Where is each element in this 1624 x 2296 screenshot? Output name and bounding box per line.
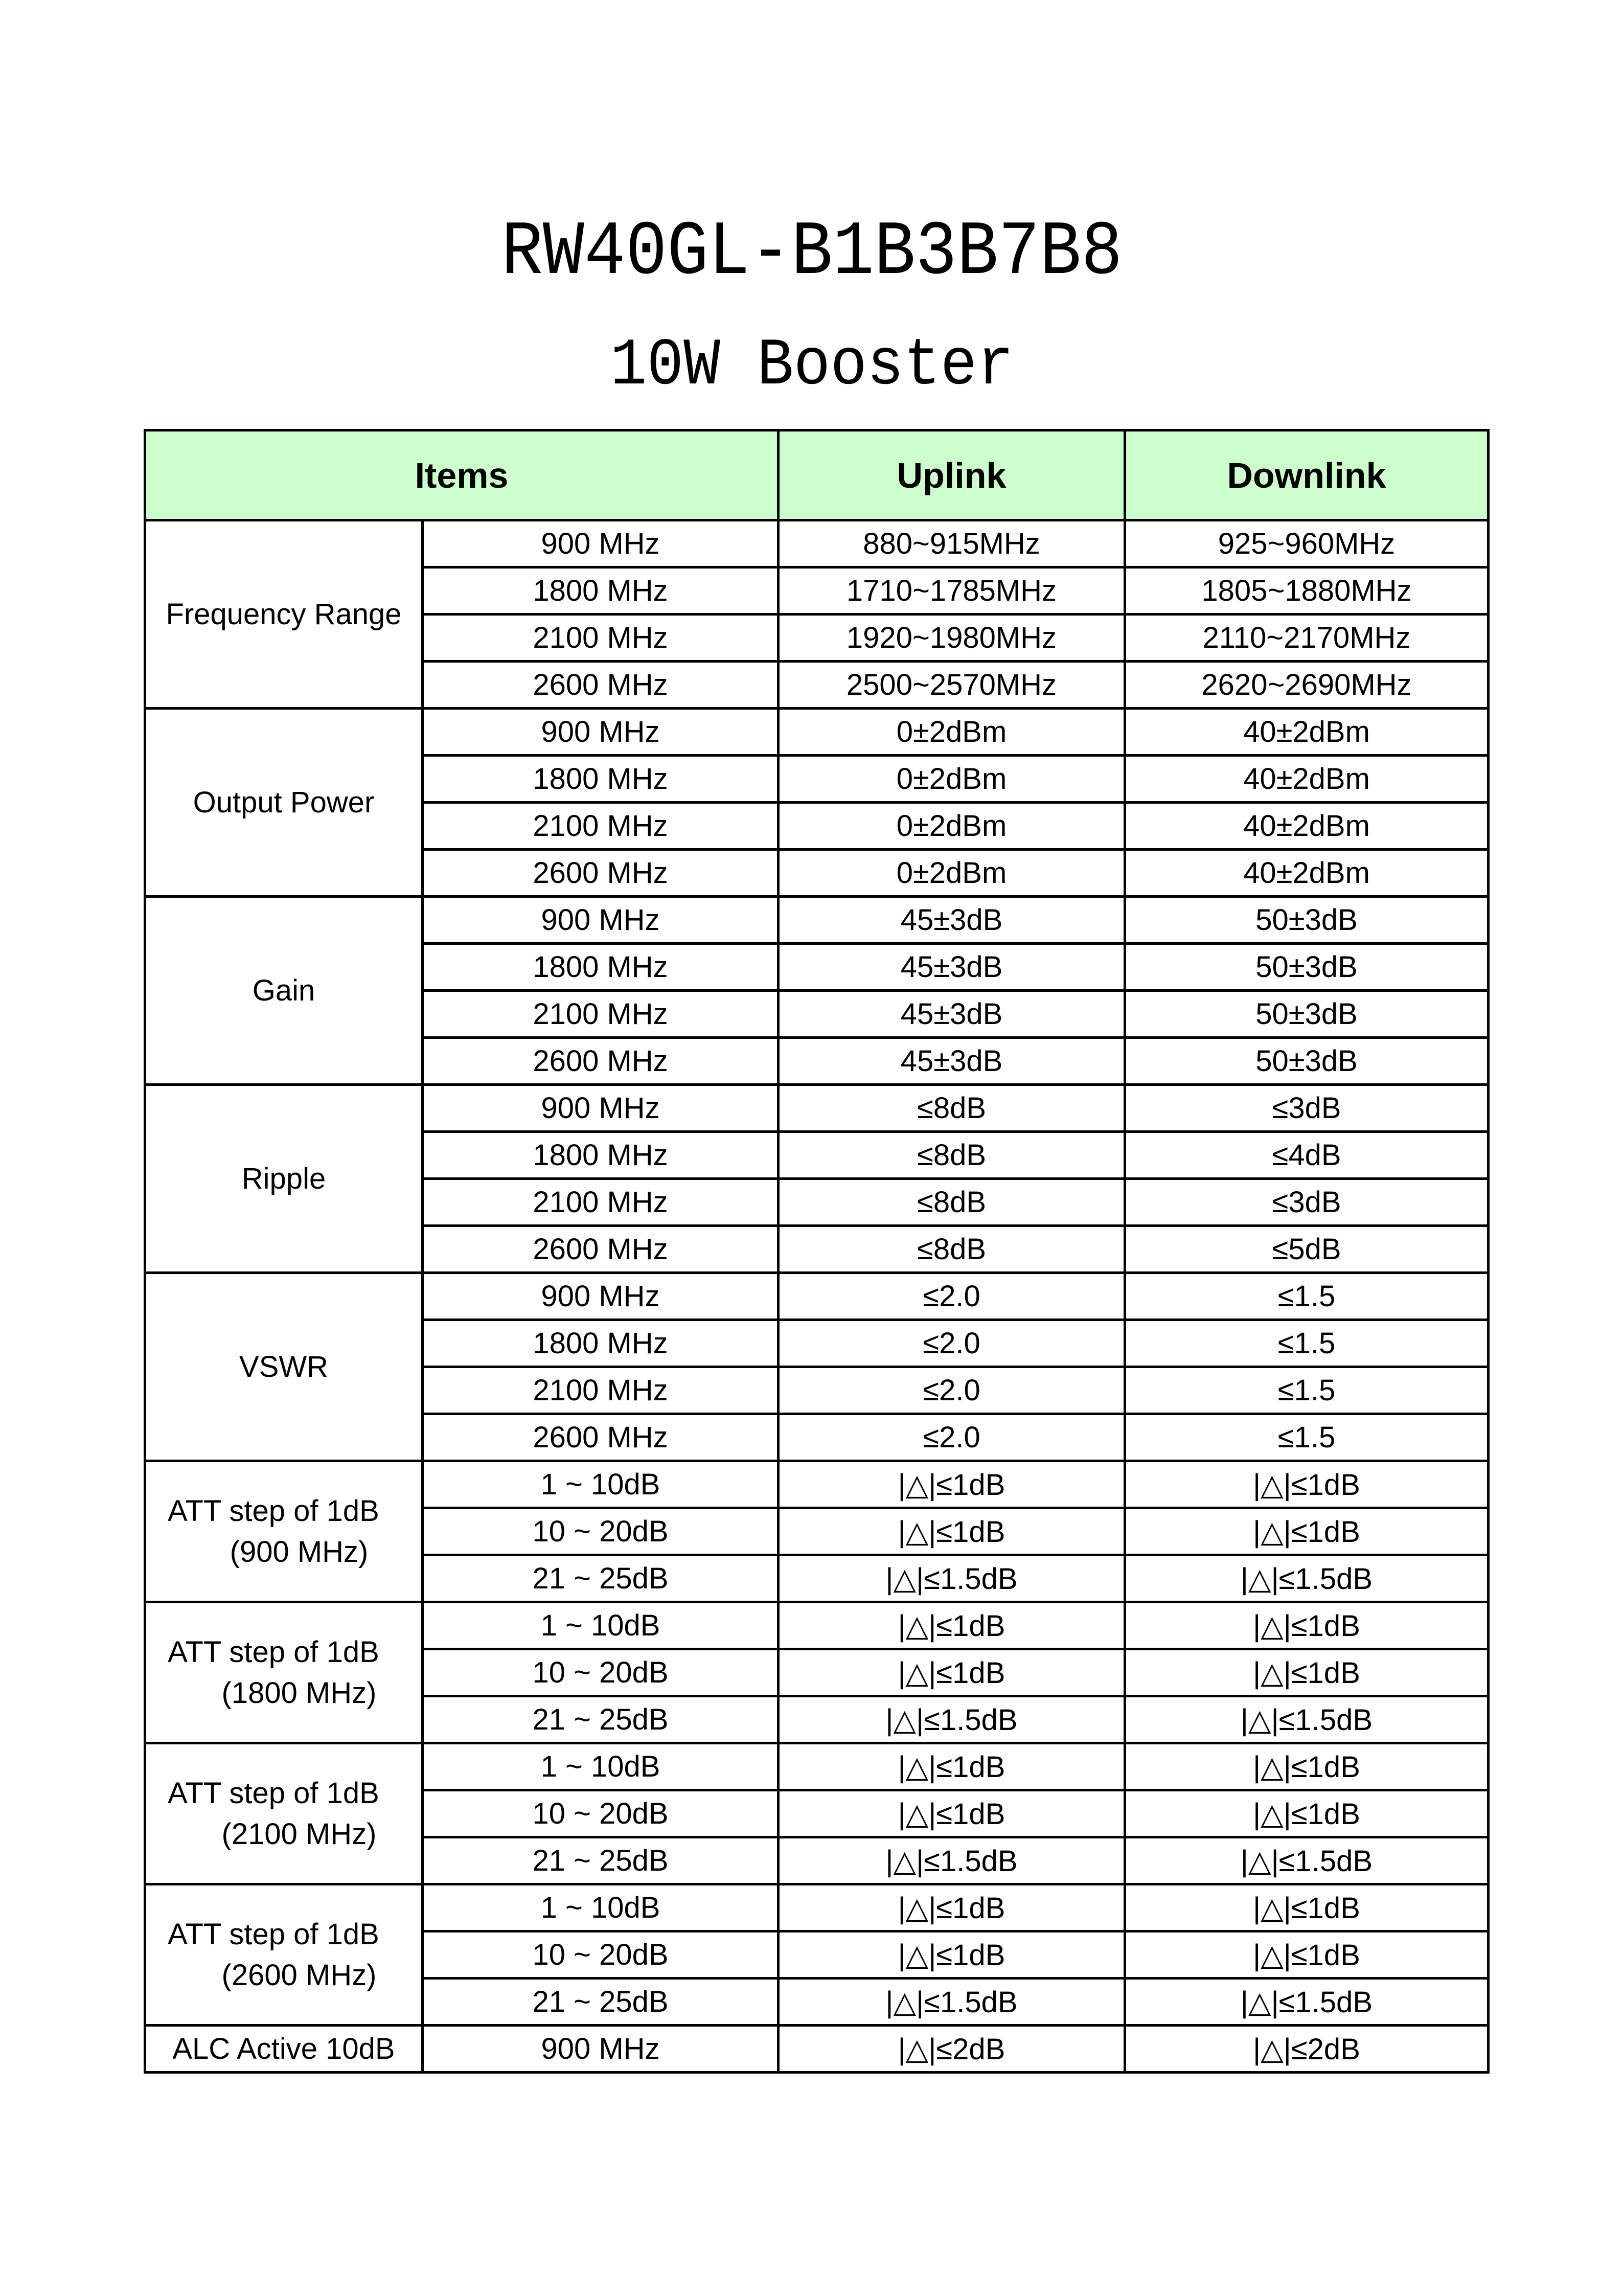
att-label-line1: ATT step of 1dB <box>168 1776 379 1810</box>
sub-item-cell: 1 ~ 10dB <box>423 1743 779 1790</box>
sub-item-cell: 21 ~ 25dB <box>423 1837 779 1884</box>
uplink-cell: |△|≤2dB <box>779 2026 1125 2073</box>
uplink-cell: |△|≤1.5dB <box>779 1979 1125 2026</box>
spec-table <box>144 429 1490 2074</box>
row-group-label: ALC Active 10dB <box>145 2026 423 2073</box>
downlink-cell: |△|≤1dB <box>1125 1649 1489 1696</box>
sub-item-cell: 2600 MHz <box>423 662 779 709</box>
table-row <box>145 1743 1489 1790</box>
header-row <box>145 430 1489 520</box>
uplink-cell: |△|≤1dB <box>779 1649 1125 1696</box>
att-label-line1: ATT step of 1dB <box>168 1494 379 1528</box>
att-label-line2: (2100 MHz) <box>221 1817 377 1851</box>
uplink-cell: ≤8dB <box>779 1132 1125 1179</box>
downlink-cell: 2620~2690MHz <box>1125 662 1489 709</box>
sub-item-cell: 2100 MHz <box>423 1367 779 1414</box>
att-label-line1: ATT step of 1dB <box>168 1635 379 1669</box>
table-row <box>145 1085 1489 1132</box>
downlink-cell: 40±2dBm <box>1125 803 1489 850</box>
sub-item-cell: 1800 MHz <box>423 567 779 615</box>
row-group-label: Output Power <box>145 709 423 897</box>
downlink-cell: 50±3dB <box>1125 944 1489 991</box>
downlink-cell: |△|≤1dB <box>1125 1461 1489 1508</box>
table-row <box>145 897 1489 944</box>
sub-item-cell: 1 ~ 10dB <box>423 1602 779 1649</box>
sub-item-cell: 900 MHz <box>423 2026 779 2073</box>
row-group-label: Ripple <box>145 1085 423 1273</box>
downlink-cell: ≤1.5 <box>1125 1414 1489 1461</box>
att-label-line2: (2600 MHz) <box>221 1958 377 1992</box>
uplink-cell: 2500~2570MHz <box>779 662 1125 709</box>
downlink-cell: |△|≤1dB <box>1125 1602 1489 1649</box>
sub-item-cell: 21 ~ 25dB <box>423 1696 779 1743</box>
row-group-label <box>145 1602 423 1743</box>
spec-table-body <box>145 520 1489 2073</box>
table-row <box>145 520 1489 567</box>
downlink-cell: 50±3dB <box>1125 897 1489 944</box>
sub-item-cell: 900 MHz <box>423 897 779 944</box>
table-row <box>145 1602 1489 1649</box>
sub-item-cell: 1800 MHz <box>423 1132 779 1179</box>
uplink-cell: 0±2dBm <box>779 756 1125 803</box>
sub-item-cell: 2600 MHz <box>423 1414 779 1461</box>
uplink-cell: ≤2.0 <box>779 1414 1125 1461</box>
sub-item-cell: 1800 MHz <box>423 1320 779 1367</box>
sub-item-cell: 10 ~ 20dB <box>423 1649 779 1696</box>
table-row <box>145 1273 1489 1320</box>
uplink-cell: 45±3dB <box>779 1038 1125 1085</box>
downlink-cell: |△|≤1dB <box>1125 1790 1489 1837</box>
sub-item-cell: 2100 MHz <box>423 803 779 850</box>
uplink-cell: 45±3dB <box>779 944 1125 991</box>
sub-item-cell: 10 ~ 20dB <box>423 1508 779 1555</box>
table-row <box>145 709 1489 756</box>
sub-item-cell: 21 ~ 25dB <box>423 1555 779 1602</box>
sub-item-cell: 10 ~ 20dB <box>423 1790 779 1837</box>
uplink-cell: 1920~1980MHz <box>779 615 1125 662</box>
downlink-cell: |△|≤1.5dB <box>1125 1979 1489 2026</box>
uplink-cell: 880~915MHz <box>779 520 1125 567</box>
uplink-cell: |△|≤1dB <box>779 1743 1125 1790</box>
downlink-cell: ≤4dB <box>1125 1132 1489 1179</box>
table-row <box>145 2026 1489 2073</box>
row-group-label: Gain <box>145 897 423 1085</box>
downlink-cell: |△|≤1.5dB <box>1125 1555 1489 1602</box>
downlink-cell: ≤3dB <box>1125 1085 1489 1132</box>
downlink-cell: |△|≤1dB <box>1125 1508 1489 1555</box>
uplink-cell: |△|≤1dB <box>779 1508 1125 1555</box>
sub-item-cell: 21 ~ 25dB <box>423 1979 779 2026</box>
sub-item-cell: 1 ~ 10dB <box>423 1461 779 1508</box>
downlink-cell: 50±3dB <box>1125 991 1489 1038</box>
downlink-cell: 50±3dB <box>1125 1038 1489 1085</box>
sub-item-cell: 2100 MHz <box>423 991 779 1038</box>
sub-item-cell: 10 ~ 20dB <box>423 1931 779 1979</box>
uplink-cell: |△|≤1dB <box>779 1790 1125 1837</box>
column-header-uplink: Uplink <box>779 430 1125 520</box>
table-row <box>145 1461 1489 1508</box>
uplink-cell: |△|≤1dB <box>779 1461 1125 1508</box>
uplink-cell: ≤2.0 <box>779 1273 1125 1320</box>
downlink-cell: 40±2dBm <box>1125 756 1489 803</box>
uplink-cell: |△|≤1dB <box>779 1931 1125 1979</box>
sub-item-cell: 900 MHz <box>423 1085 779 1132</box>
downlink-cell: ≤1.5 <box>1125 1273 1489 1320</box>
att-label-line2: (1800 MHz) <box>221 1676 377 1710</box>
row-group-label: VSWR <box>145 1273 423 1461</box>
sub-item-cell: 900 MHz <box>423 709 779 756</box>
sub-item-cell: 2100 MHz <box>423 615 779 662</box>
uplink-cell: ≤8dB <box>779 1179 1125 1226</box>
uplink-cell: |△|≤1.5dB <box>779 1555 1125 1602</box>
sub-item-cell: 2600 MHz <box>423 1226 779 1273</box>
downlink-cell: |△|≤1.5dB <box>1125 1696 1489 1743</box>
uplink-cell: |△|≤1.5dB <box>779 1696 1125 1743</box>
sub-item-cell: 1 ~ 10dB <box>423 1884 779 1931</box>
uplink-cell: 0±2dBm <box>779 850 1125 897</box>
downlink-cell: ≤1.5 <box>1125 1320 1489 1367</box>
downlink-cell: |△|≤1dB <box>1125 1884 1489 1931</box>
column-header-items: Items <box>145 430 779 520</box>
uplink-cell: |△|≤1dB <box>779 1884 1125 1931</box>
column-header-downlink: Downlink <box>1125 430 1489 520</box>
sub-item-cell: 900 MHz <box>423 1273 779 1320</box>
downlink-cell: ≤3dB <box>1125 1179 1489 1226</box>
uplink-cell: 45±3dB <box>779 991 1125 1038</box>
row-group-label <box>145 1884 423 2026</box>
sub-item-cell: 900 MHz <box>423 520 779 567</box>
downlink-cell: ≤5dB <box>1125 1226 1489 1273</box>
sub-item-cell: 2600 MHz <box>423 850 779 897</box>
uplink-cell: 1710~1785MHz <box>779 567 1125 615</box>
uplink-cell: 45±3dB <box>779 897 1125 944</box>
downlink-cell: |△|≤1dB <box>1125 1931 1489 1979</box>
row-group-label: Frequency Range <box>145 520 423 709</box>
uplink-cell: 0±2dBm <box>779 803 1125 850</box>
sub-item-cell: 1800 MHz <box>423 756 779 803</box>
sub-item-cell: 2600 MHz <box>423 1038 779 1085</box>
uplink-cell: |△|≤1dB <box>779 1602 1125 1649</box>
uplink-cell: |△|≤1.5dB <box>779 1837 1125 1884</box>
uplink-cell: ≤2.0 <box>779 1320 1125 1367</box>
att-label-line2: (900 MHz) <box>230 1535 369 1568</box>
downlink-cell: 2110~2170MHz <box>1125 615 1489 662</box>
sub-item-cell: 1800 MHz <box>423 944 779 991</box>
document-title: RW40GL-B1B3B7B8 <box>501 210 1123 297</box>
downlink-cell: ≤1.5 <box>1125 1367 1489 1414</box>
row-group-label <box>145 1461 423 1602</box>
downlink-cell: 40±2dBm <box>1125 709 1489 756</box>
document-subtitle: 10W Booster <box>610 329 1014 404</box>
uplink-cell: ≤2.0 <box>779 1367 1125 1414</box>
uplink-cell: ≤8dB <box>779 1226 1125 1273</box>
downlink-cell: 1805~1880MHz <box>1125 567 1489 615</box>
att-label-line1: ATT step of 1dB <box>168 1917 379 1951</box>
downlink-cell: 925~960MHz <box>1125 520 1489 567</box>
row-group-label <box>145 1743 423 1884</box>
downlink-cell: 40±2dBm <box>1125 850 1489 897</box>
sub-item-cell: 2100 MHz <box>423 1179 779 1226</box>
downlink-cell: |△|≤1.5dB <box>1125 1837 1489 1884</box>
table-row <box>145 1884 1489 1931</box>
downlink-cell: |△|≤2dB <box>1125 2026 1489 2073</box>
downlink-cell: |△|≤1dB <box>1125 1743 1489 1790</box>
uplink-cell: ≤8dB <box>779 1085 1125 1132</box>
uplink-cell: 0±2dBm <box>779 709 1125 756</box>
